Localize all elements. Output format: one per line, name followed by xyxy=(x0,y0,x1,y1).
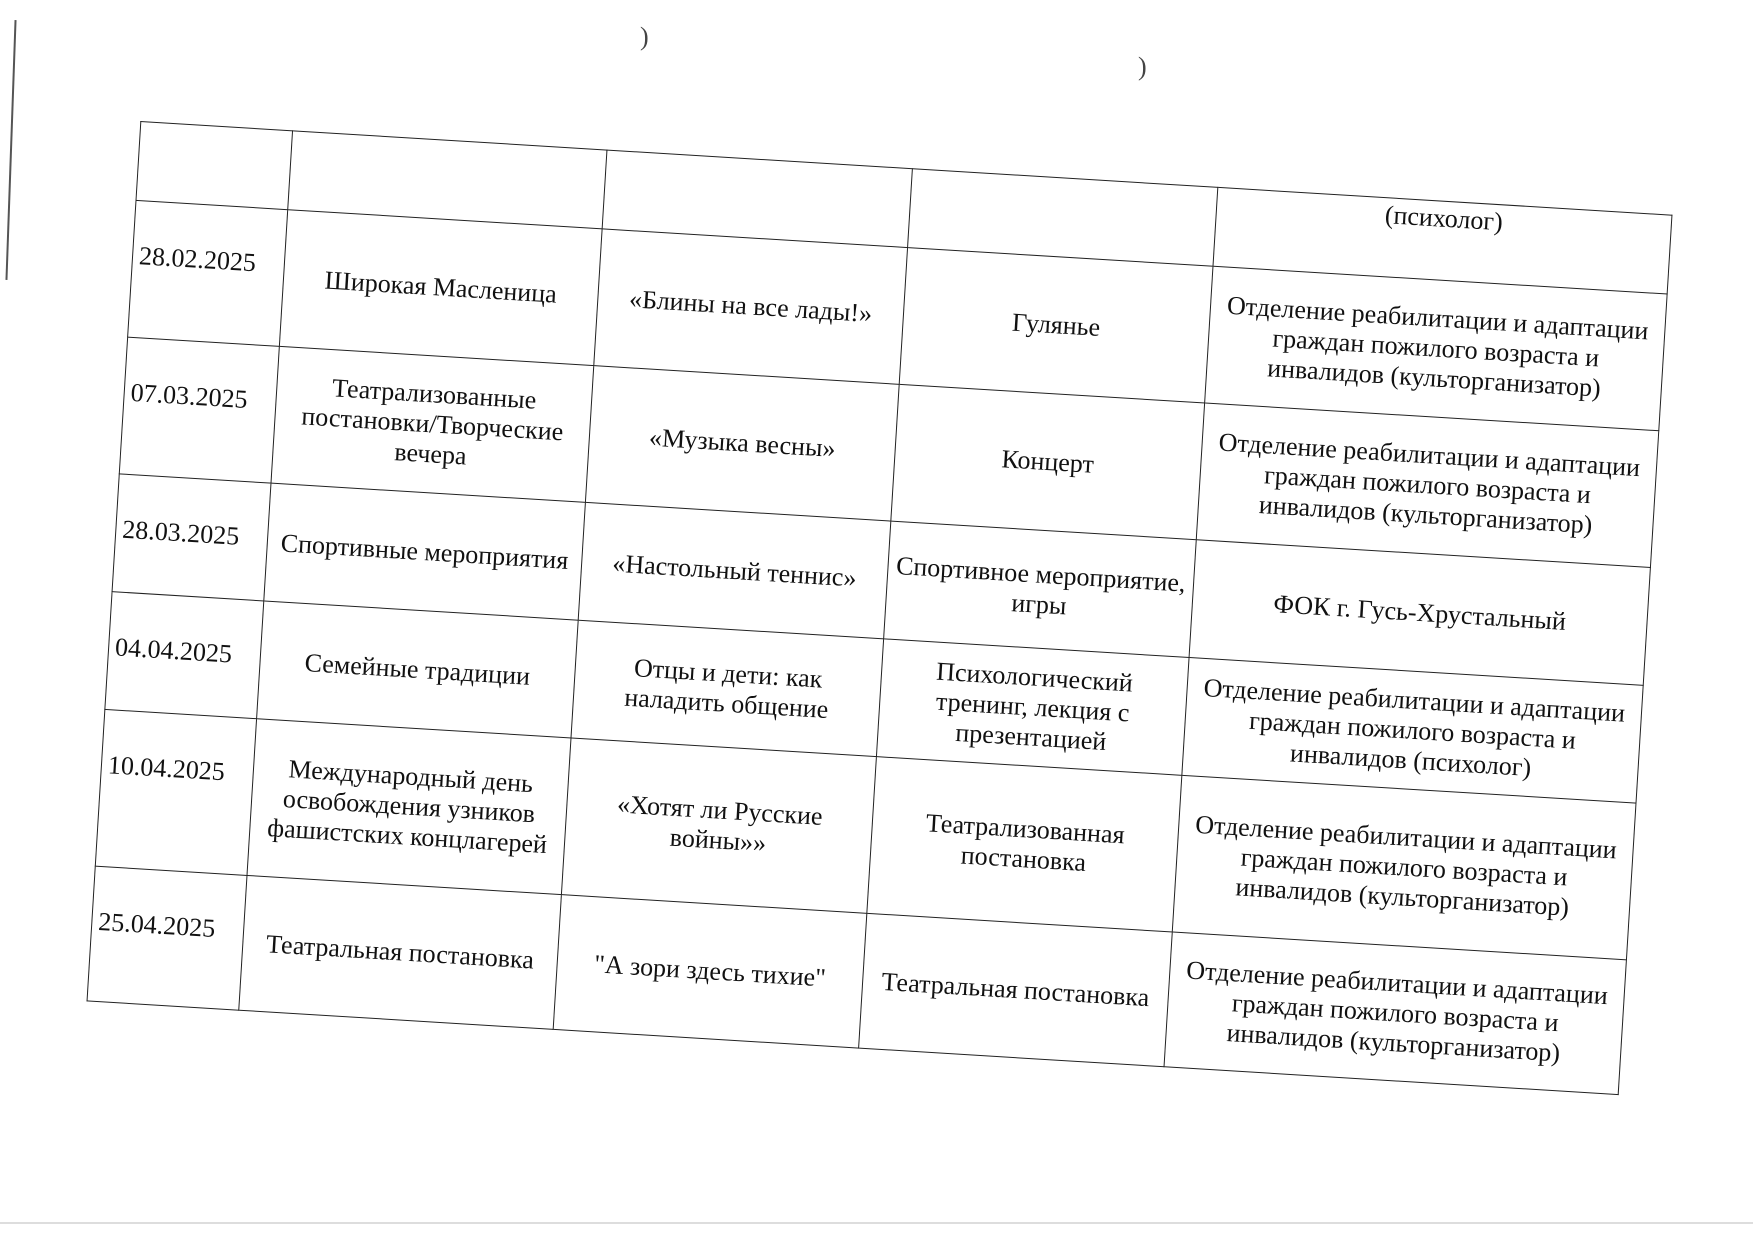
form-cell: Спортивное мероприятие, игры xyxy=(884,521,1197,657)
events-table-sheet xyxy=(87,121,1672,1095)
title-cell: «Настольный теннис» xyxy=(578,502,891,638)
scan-artifact: ) xyxy=(640,22,649,51)
organizer-cell: (психолог) xyxy=(1213,187,1672,294)
organizer-cell: Отделение реабилитации и адаптации граждан пожилого возраста и инвалидов (культорганизатор) xyxy=(1205,266,1668,431)
date-cell: 10.04.2025 xyxy=(95,709,256,875)
form-cell: Концерт xyxy=(891,384,1205,539)
theme-cell: Театрализованные постановки/Творческие вечера xyxy=(271,346,594,502)
theme-cell: Спортивные мероприятия xyxy=(264,483,586,620)
title-cell: "А зори здесь тихие" xyxy=(553,895,867,1048)
organizer-cell: ФОК г. Гусь-Хрустальный xyxy=(1189,540,1650,686)
organizer-cell: Отделение реабилитации и адаптации граждан пожилого возраста и инвалидов (психолог) xyxy=(1182,658,1643,804)
theme-cell: Театральная постановка xyxy=(239,875,562,1029)
title-cell: «Блины на все лады!» xyxy=(594,229,908,384)
organizer-cell: Отделение реабилитации и адаптации граждан пожилого возраста и инвалидов (культорганизатор) xyxy=(1196,403,1659,568)
scan-artifact: ) xyxy=(1138,52,1147,81)
theme-cell: Семейные традиции xyxy=(257,601,579,738)
date-cell: 28.03.2025 xyxy=(112,474,271,601)
form-cell: Театрализованная постановка xyxy=(867,757,1182,932)
date-cell: 25.04.2025 xyxy=(87,866,247,1010)
form-cell: Психологический тренинг, лекция с презентацией xyxy=(876,639,1189,775)
date-cell: 28.02.2025 xyxy=(128,200,288,346)
scan-edge xyxy=(0,1222,1753,1224)
organizer-cell: Отделение реабилитации и адаптации граждан пожилого возраста и инвалидов (культорганизатор) xyxy=(1172,775,1636,959)
events-table xyxy=(87,121,1673,1095)
title-cell: «Хотят ли Русские войны»» xyxy=(561,738,876,913)
title-cell: «Музыка весны» xyxy=(585,366,899,521)
form-cell: Театральная постановка xyxy=(859,913,1173,1066)
form-cell: Гулянье xyxy=(899,248,1213,403)
date-cell: 07.03.2025 xyxy=(119,337,279,483)
theme-cell: Международный день освобождения узников фашистских концлагерей xyxy=(247,719,571,895)
date-cell: 04.04.2025 xyxy=(105,592,264,719)
title-cell: Отцы и дети: как наладить общение xyxy=(571,620,884,756)
theme-cell: Широкая Масленица xyxy=(279,210,602,366)
organizer-cell: Отделение реабилитации и адаптации граждан пожилого возраста и инвалидов (культорганизатор) xyxy=(1164,932,1626,1095)
scan-edge xyxy=(5,20,16,280)
